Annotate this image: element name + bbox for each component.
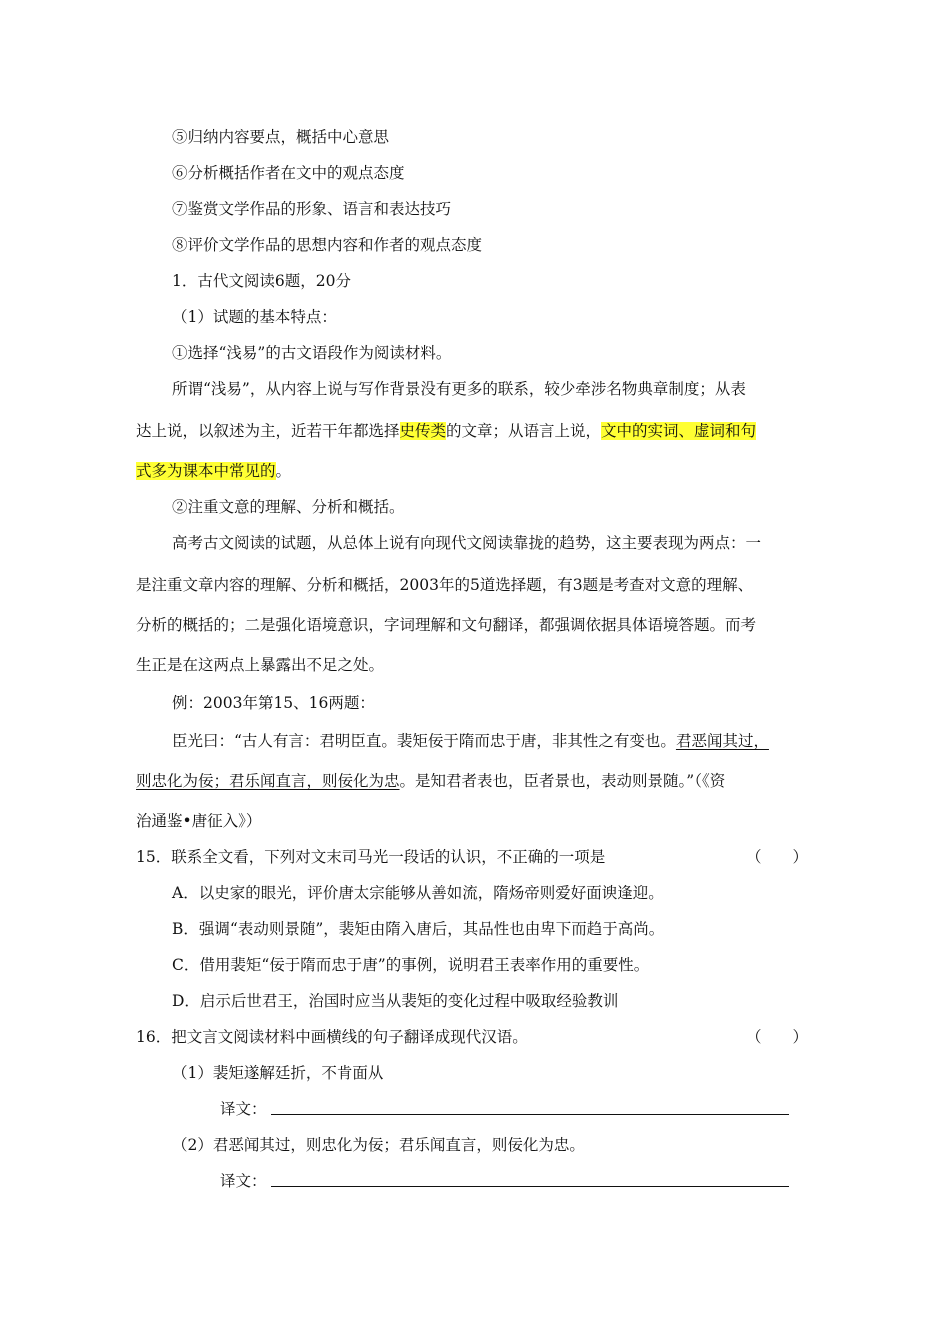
point-2: ②注重文意的理解、分析和概括。 [172,498,405,516]
objective-8: ⑧评价文学作品的思想内容和作者的观点态度 [172,236,483,254]
para1-line1: 所谓“浅易”，从内容上说与写作背景没有更多的联系，较少牵涉名物典章制度；从表 [172,380,746,398]
passage-line3: 治通鉴•唐征入》） [136,812,262,830]
objective-5: ⑤归纳内容要点，概括中心意思 [172,128,390,146]
q16-sentence-1: （1）裴矩遂解廷折，不肯面从 [172,1064,384,1082]
subheading: （1）试题的基本特点： [172,308,337,326]
underlined-text: 君恶闻其过， [675,732,769,750]
para2-line2: 是注重文章内容的理解、分析和概括，2003年的5道选择题，有3题是考查对文意的理解、 [136,576,754,594]
q16-answer-bracket: （ ） [746,1028,809,1046]
para2-line1: 高考古文阅读的试题，从总体上说有向现代文阅读靠拢的趋势，这主要表现为两点：一 [172,534,762,552]
example-label: 例：2003年第15、16两题： [172,694,375,712]
q15-option-d: D．启示后世君王，治国时应当从裴矩的变化过程中吸取经验教训 [172,992,619,1010]
passage-text: 。是知君者表也，臣者景也，表动则景随。”（《资 [399,772,726,790]
q16-sentence-2: （2）君恶闻其过，则忠化为佞；君乐闻直言，则佞化为忠。 [172,1136,585,1154]
highlight-text: 文中的实词、虚词和句 [601,422,757,440]
para2-line3: 分析的概括的；二是强化语境意识，字词理解和文句翻译，都强调依据具体语境答题。而考 [136,616,757,634]
para1-text: 的文章；从语言上说， [446,422,602,440]
q16-answer-label-2: 译文： [220,1172,267,1190]
passage-line2 [136,770,725,792]
objective-6: ⑥分析概括作者在文中的观点态度 [172,164,405,182]
q15-option-b: B．强调“表动则景随”，裴矩由隋入唐后，其品性也由卑下而趋于高尚。 [172,920,665,938]
q15-option-a: A．以史家的眼光，评价唐太宗能够从善如流，隋炀帝则爱好面谀逢迎。 [172,884,664,902]
para1-text: 达上说，以叙述为主，近若干年都选择 [136,422,400,440]
passage-text: 臣光曰：“古人有言：君明臣直。裴矩佞于隋而忠于唐，非其性之有变也。 [172,732,676,750]
q16-stem: 16．把文言文阅读材料中画横线的句子翻译成现代汉语。 [136,1028,528,1046]
para2-line4: 生正是在这两点上暴露出不足之处。 [136,656,385,674]
highlight-text: 式多为课本中常见的 [136,462,276,480]
para1-line3 [136,460,291,482]
q15-option-c: C．借用裴矩“佞于隋而忠于唐”的事例，说明君王表率作用的重要性。 [172,956,650,974]
para1-line2 [136,420,756,442]
q15-stem: 15．联系全文看，下列对文末司马光一段话的认识，不正确的一项是 [136,848,606,866]
objective-7: ⑦鉴赏文学作品的形象、语言和表达技巧 [172,200,452,218]
q16-answer-line-1[interactable] [271,1114,789,1115]
q15-answer-bracket: （ ） [746,848,809,866]
q16-answer-label-1: 译文： [220,1100,267,1118]
highlight-text: 史传类 [399,422,447,440]
para1-text: 。 [275,462,292,480]
underlined-text: 则忠化为佞；君乐闻直言，则佞化为忠 [136,772,400,790]
point-1: ①选择“浅易”的古文语段作为阅读材料。 [172,344,452,362]
passage-line1 [172,730,769,752]
section-heading: 1．古代文阅读6题，20分 [172,272,351,290]
q16-answer-line-2[interactable] [271,1186,789,1187]
